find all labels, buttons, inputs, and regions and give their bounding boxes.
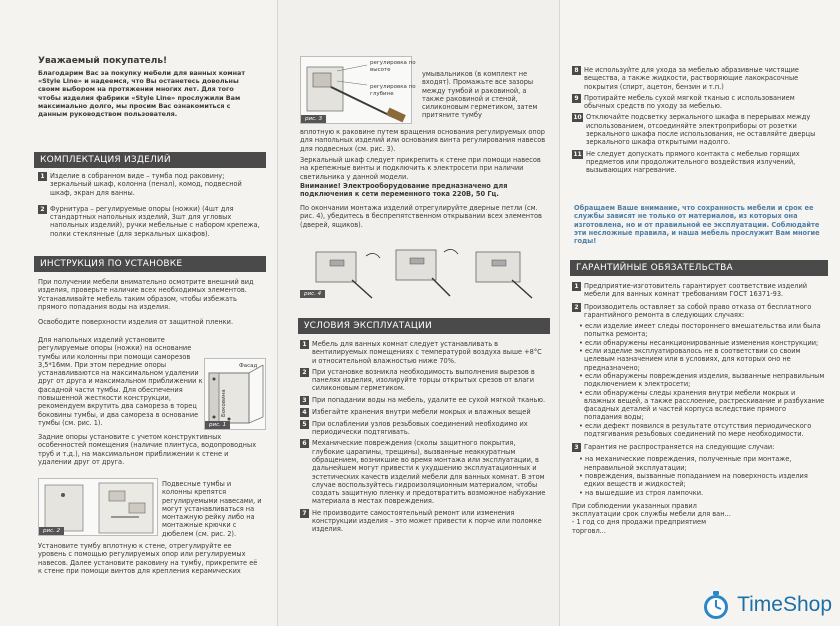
list-item: • на вышедшие из строя лампочки. <box>579 488 704 497</box>
warranty-exclusions-list <box>572 322 826 438</box>
warranty-number: 1 <box>572 282 581 291</box>
use-item-number: 7 <box>300 509 309 518</box>
kit-item-text: Фурнитура – регулируемые опоры (ножки) (4шт для стандартных напольных изделий, 3шт для угловых напольных изделий), ручки мебельные с набором крепежа, полки стеклянные (для зеркальных шкафов). <box>50 204 260 238</box>
continued-text-4: По окончании монтажа изделий отрегулируйте дверные петли (см. рис. 4), убедитесь в беспрепятственном открывании всех элементов (дверей, ящиков). <box>300 204 542 229</box>
use-item-number: 4 <box>300 408 309 417</box>
section-use-title: УСЛОВИЯ ЭКСПЛУАТАЦИИ <box>298 318 550 334</box>
warranty-number: 2 <box>572 303 581 312</box>
use-item <box>300 439 548 505</box>
use-item <box>300 408 548 417</box>
list-item: • если обнаружены повреждения изделия, вызванные неправильным подключением к электросети; <box>579 371 825 389</box>
kit-item <box>38 205 260 238</box>
use-item <box>300 368 548 393</box>
warranty-body <box>572 282 826 535</box>
list-item: • если обнаружены несанкционированные изменения конструкции; <box>579 338 819 347</box>
use-item <box>572 113 824 146</box>
page-middle <box>278 0 560 626</box>
use-list <box>300 340 548 537</box>
figure-1-facade-label: Фасад <box>239 363 258 369</box>
use-item-number: 2 <box>300 368 309 377</box>
install-p6: Установите тумбу вплотную к стене, отрегулируйте ее уровень с помощью регулируемых опор или регулируемых навесов. Далее установите раковину на тумбу, прикрепите её к стене при помощи винтов для крепления керамических <box>38 542 258 575</box>
use-item-number: 3 <box>300 396 309 405</box>
use-item-text: При ослаблении узлов резьбовых соединений необходимо их периодически подтягивать. <box>312 419 528 437</box>
use-item-text: Мебель для ванных комнат следует устанавливать в вентилируемых помещениях с температурой воздуха выше +8°С и относительной влажностью ниже 70%. <box>312 340 542 365</box>
use-item-text: Не следует допускать прямого контакта с мебелью горящих предметов или продолжительного воздействия излучений, вызывающих нагревание. <box>586 149 800 175</box>
care-notice: Обращаем Ваше внимание, что сохранность мебели и срок ее службы зависят не только от материалов, из которых она изготовлена, но и от правильной ее эксплуатации. Соблюдайте эти несложные правила, и наша мебель прослужит Вам многие годы! <box>574 204 820 246</box>
page-left <box>0 0 278 626</box>
use-item-number: 8 <box>572 66 581 75</box>
figure-3-caption: рис. 3 <box>301 115 326 123</box>
install-p2: Освободите поверхности изделия от защитной пленки. <box>38 318 234 326</box>
kit-item <box>38 172 260 197</box>
list-item: • если дефект появился в результате отсутствия периодического подтягивания резьбовых соединений по мере необходимости. <box>579 421 812 439</box>
logo-text: TimeShop <box>737 593 832 616</box>
use-item <box>572 66 824 91</box>
kit-item-number: 1 <box>38 172 47 181</box>
figure-4 <box>300 240 548 304</box>
use-item-number: 6 <box>300 439 309 448</box>
use-list-continued <box>572 66 824 178</box>
continued-text-2: вплотную к раковине путем вращения основания регулируемых опор для напольных изделий или основания винта регулирования навесов для подвесных (см. рис. 3). <box>300 128 546 153</box>
section-warranty-title: ГАРАНТИЙНЫЕ ОБЯЗАТЕЛЬСТВА <box>570 260 828 276</box>
figure-3-note-height: регулировка по высоте <box>370 60 416 73</box>
electrical-warning: Внимание! Электрооборудование предназначено для подключения к сети переменного тока 220В, 50 Гц. <box>300 182 508 199</box>
continued-text-1: умывальников (в комплект не входят). Промажьте все зазоры между тумбой и раковиной, а также раковиной и стеной, силиконовым герметиком, затем притяните тумбу <box>422 70 538 120</box>
install-p1: При получении мебели внимательно осмотрите внешний вид изделия, проверьте наличие всех необходимых элементов. Устанавливайте мебель таким образом, чтобы избежать прямого попадания воды на изделия. <box>38 278 254 311</box>
figure-1 <box>204 358 266 430</box>
list-item: • если обнаружены следы хранения внутри мебели мокрых и влажных вещей, а также расслоение, растрескивание и разбухание фасадных деталей и частей корпуса вследствие прямого попадания воды; <box>579 388 825 422</box>
warranty-not-covered-list <box>572 455 826 496</box>
use-item-text: Протирайте мебель сухой мягкой тканью с использованием обычных средств по уходу за мебелью. <box>584 93 795 111</box>
use-item-text: При установке возникла необходимость выполнения вырезов в панелях изделия, изолируйте торцы открытых срезов от влаги силиконовым герметиком. <box>312 367 535 393</box>
use-item-text: При попадании воды на мебель, удалите ее сухой мягкой тканью. <box>312 395 546 404</box>
use-item-number: 5 <box>300 420 309 429</box>
warranty-text-1: Предприятие-изготовитель гарантирует соответствие изделий мебели для ванных комнат требованиям ГОСТ 16371-93. <box>584 282 808 299</box>
section-install-title: ИНСТРУКЦИЯ ПО УСТАНОВКЕ <box>34 256 266 272</box>
use-item-number: 9 <box>572 94 581 103</box>
use-item-number: 10 <box>573 114 582 122</box>
kit-list <box>38 172 260 241</box>
list-item: • повреждения, вызванные попаданием на поверхность изделия едких веществ и жидкостей; <box>579 471 808 489</box>
list-item: • на механические повреждения, полученные при монтаже, неправильной эксплуатации; <box>579 455 792 472</box>
warranty-item <box>572 282 826 299</box>
figure-2 <box>38 478 158 536</box>
install-p5: Подвесные тумбы и колонны крепятся регулируемыми навесами, и могут устанавливаться на монтажную рейку либо на монтажные крючки с дюбелем (см. рис. 2). <box>162 480 262 538</box>
use-item-text: Не производите самостоятельный ремонт или изменения конструкции изделия – это может привести к порче или поломке изделия. <box>312 508 542 534</box>
use-item-text: Механические повреждения (сколы защитного покрытия, глубокие царапины, трещины), вызванные неаккуратным обращением, возникшие во время монтажа или эксплуатации, в дальнейшем могут привести к ухудшению эксплуатационных и эстетических качеств изделий мебели для ванных комнат. В этом случае воспользуйтесь гидроизоляционным материалом, чтобы создать защитную пленку и предотвратить возможное набухание материала в местах повреждения. <box>312 439 546 506</box>
figure-4-caption: рис. 4 <box>300 290 325 298</box>
use-item-text: Не используйте для ухода за мебелью абразивные чистящие вещества, а также жидкости, растворяющие лакокрасочные покрытия (спирт, ацетон, бензин и т.п.) <box>584 66 799 91</box>
list-item: • если изделие имеет следы постороннего вмешательства или была попытка ремонта; <box>579 322 821 339</box>
kit-item-number: 2 <box>38 205 47 214</box>
use-item <box>572 150 824 175</box>
greeting-heading: Уважаемый покупатель! <box>38 56 168 66</box>
install-p3: Для напольных изделий установите регулируемые опоры (ножки) на основание тумбы или колонны при помощи саморезов 3,5*16мм. При этом передние опоры устанавливаются на максимальном удалении друг от друга и максимальном приближении к фасадной части тумбы. Для обеспечения повышенной жесткости конструкции, рекомендуем вкрутить два самореза в торец боковины тумбы, и два самореза в основание тумбы (см. рис. 1). <box>38 336 203 427</box>
timeshop-logo[interactable] <box>699 588 832 622</box>
use-item <box>300 420 548 437</box>
section-kit-title: КОМПЛЕКТАЦИЯ ИЗДЕЛИЙ <box>34 152 266 168</box>
service-life-text: При соблюдении указанных правил эксплуатации срок службы мебели для ван... - 1 год со дня продажи предприятием торговл... <box>572 501 731 535</box>
install-p4: Задние опоры установите с учетом конструктивных особенностей помещения (наличие плинтуса, водопроводных труб и т.д.), на максимальном приближении к стене и удалении друг от друга. <box>38 433 257 466</box>
use-item-number: 1 <box>300 340 309 349</box>
kit-item-text: Изделие в собранном виде – тумба под раковину; зеркальный шкаф, колонна (пенал), комод, подвесной шкаф, экран для ванны. <box>50 172 242 197</box>
warranty-item <box>572 303 826 320</box>
list-item: • если изделие эксплуатировалось не в соответствии со своим целевым назначением или в условиях, для которых оно не предназначено; <box>579 347 801 372</box>
continued-text-3: Зеркальный шкаф следует прикрепить к стене при помощи навесов на крепежные винты и подключить к электросети при наличии светильника у данной модели. <box>300 156 541 181</box>
use-item-text: Избегайте хранения внутри мебели мокрых и влажных вещей <box>312 407 531 416</box>
figure-2-caption: рис. 2 <box>39 527 64 535</box>
use-item <box>300 340 548 365</box>
figure-1-caption: рис. 1 <box>205 421 230 429</box>
figure-3-note-depth: регулировка по глубине <box>370 84 416 97</box>
use-item <box>300 509 548 534</box>
stopwatch-icon <box>699 588 733 622</box>
warranty-text-2: Производитель оставляет за собой право отказа от бесплатного гарантийного ремонта в следующих случаях: <box>584 302 812 319</box>
page-right <box>560 0 840 626</box>
use-item-text: Отключайте подсветку зеркального шкафа в перерывах между использованием, отсоединяйте электроприборы от розетки зеркального шкафа после использования, не оставляйте дверцы зеркального шкафа открытыми надолго. <box>586 113 816 147</box>
figure-4-drawing <box>300 240 548 304</box>
use-item-number: 11 <box>573 150 582 158</box>
warranty-number: 3 <box>572 443 581 452</box>
figure-1-drawing <box>205 359 266 430</box>
use-item <box>572 94 824 111</box>
figure-1-side-label: Боковина <box>221 389 227 417</box>
use-item <box>300 396 548 405</box>
warranty-text-3: Гарантия не распространяется на следующие случаи: <box>584 443 775 452</box>
warranty-item <box>572 443 826 452</box>
intro-text: Благодарим Вас за покупку мебели для ванных комнат «Style Line» и надеемся, что Вы останетесь довольны своим выбором на протяжении многих лет. Для того чтобы изделия фабрики «Style Line» прослужили Вам максимально долго, мы просим Вас ознакомиться с данным руководством пользователя. <box>38 69 246 119</box>
